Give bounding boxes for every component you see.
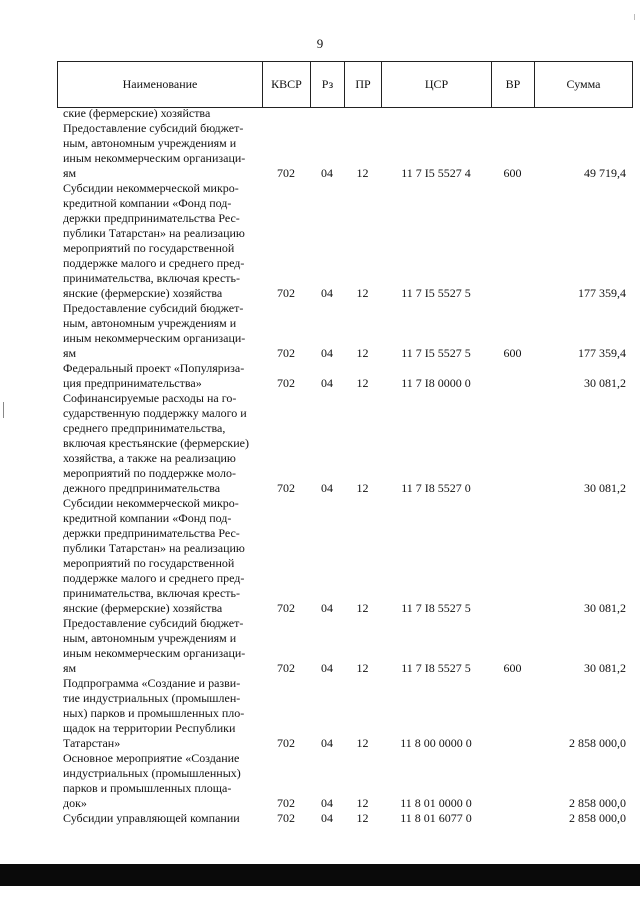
cell-csr: 11 7 I5 5527 4	[401, 166, 471, 180]
cell-name	[57, 811, 262, 826]
name-line: публики Татарстан» на реализацию	[63, 226, 245, 240]
cell-rz: 04	[321, 481, 333, 495]
name-line: иным некоммерческим организаци-	[63, 646, 246, 660]
name-line: индустриальных (промышленных)	[63, 766, 241, 780]
cell-pr: 12	[356, 661, 369, 675]
scan-artifact	[3, 402, 4, 418]
table-row	[57, 751, 632, 811]
cell-sum: 30 081,2	[584, 481, 626, 495]
cell-csr: 11 8 01 6077 0	[400, 811, 472, 825]
cell-sum: 2 858 000,0	[569, 736, 626, 750]
column-header-name: Наименование	[58, 62, 263, 108]
table-row	[57, 121, 632, 181]
cell-rz: 04	[321, 601, 333, 615]
cell-name	[57, 361, 262, 391]
cell-sum: 2 858 000,0	[569, 796, 626, 810]
table-row	[57, 301, 632, 361]
cell-csr: 11 8 00 0000 0	[400, 736, 472, 750]
column-header-csr: ЦСР	[382, 62, 492, 108]
cell-rz: 04	[321, 796, 333, 810]
name-line: ские (фермерские) хозяйства	[63, 106, 211, 120]
name-line: Софинансируемые расходы на го-	[63, 391, 237, 405]
cell-sum: 177 359,4	[578, 346, 626, 360]
cell-vr: 600	[503, 346, 522, 360]
name-line: держки предпринимательства Рес-	[63, 211, 240, 225]
cell-csr: 11 7 I8 5527 5	[401, 661, 471, 675]
cell-name	[57, 496, 262, 616]
name-line: держки предпринимательства Рес-	[63, 526, 240, 540]
cell-csr: 11 7 I8 5527 5	[401, 601, 471, 615]
cell-name	[57, 301, 262, 361]
cell-kvsr: 702	[277, 346, 295, 360]
cell-kvsr: 702	[277, 376, 295, 390]
cell-pr: 12	[356, 811, 369, 825]
cell-pr: 12	[356, 346, 369, 360]
cell-kvsr: 702	[277, 601, 295, 615]
name-line: поддержке малого и среднего пред-	[63, 571, 245, 585]
name-line: щадок на территории Республики	[63, 721, 236, 735]
column-header-vr: ВР	[492, 62, 535, 108]
name-line: публики Татарстан» на реализацию	[63, 541, 245, 555]
cell-kvsr: 702	[277, 286, 295, 300]
name-line: Предоставление субсидий бюджет-	[63, 301, 244, 315]
table-row	[57, 391, 632, 496]
cell-rz: 04	[321, 811, 333, 825]
cell-kvsr: 702	[277, 796, 295, 810]
cell-kvsr: 702	[277, 481, 295, 495]
name-line: ным, автономным учреждениям и	[63, 136, 237, 150]
column-header-pr: ПР	[345, 62, 382, 108]
table-row	[57, 181, 632, 301]
name-line: поддержке малого и среднего пред-	[63, 256, 245, 270]
cell-pr: 12	[356, 376, 369, 390]
cell-pr: 12	[356, 601, 369, 615]
name-line: мероприятий по поддержке моло-	[63, 466, 236, 480]
name-line: среднего предпринимательства,	[63, 421, 226, 435]
cell-name	[57, 106, 262, 121]
column-header-rz: Рз	[311, 62, 345, 108]
cell-vr: 600	[503, 661, 522, 675]
table-row	[57, 676, 632, 751]
cell-csr: 11 7 I8 0000 0	[401, 376, 471, 390]
name-line: Субсидии некоммерческой микро-	[63, 181, 239, 195]
table-header	[57, 61, 633, 108]
cell-kvsr: 702	[277, 166, 295, 180]
name-line: мероприятий по государственной	[63, 241, 235, 255]
cell-name	[57, 121, 262, 181]
page-number: 9	[316, 36, 324, 51]
name-line: кредитной компании «Фонд под-	[63, 196, 232, 210]
cell-sum: 49 719,4	[584, 166, 626, 180]
cell-pr: 12	[356, 736, 369, 750]
name-line: кредитной компании «Фонд под-	[63, 511, 232, 525]
name-line: ям	[63, 346, 77, 360]
cell-kvsr: 702	[277, 661, 295, 675]
name-line: ям	[63, 166, 77, 180]
name-line: принимательства, включая кресть-	[63, 271, 241, 285]
name-line: ным, автономным учреждениям и	[63, 316, 237, 330]
name-line: ция предпринимательства»	[63, 376, 202, 390]
cell-sum: 2 858 000,0	[569, 811, 626, 825]
cell-pr: 12	[356, 286, 369, 300]
name-line: ям	[63, 661, 77, 675]
cell-rz: 04	[321, 346, 333, 360]
name-line: дежного предпринимательства	[63, 481, 221, 495]
cell-sum: 30 081,2	[584, 376, 626, 390]
name-line: мероприятий по государственной	[63, 556, 235, 570]
column-header-kvsr: КВСР	[263, 62, 311, 108]
cell-pr: 12	[356, 166, 369, 180]
cell-csr: 11 7 I8 5527 0	[401, 481, 471, 495]
cell-sum: 30 081,2	[584, 601, 626, 615]
name-line: янские (фермерские) хозяйства	[63, 286, 223, 300]
cell-name	[57, 751, 262, 811]
name-line: сударственную поддержку малого и	[63, 406, 247, 420]
name-line: ных) парков и промышленных пло-	[63, 706, 245, 720]
cell-name	[57, 676, 262, 751]
name-line: иным некоммерческим организаци-	[63, 151, 246, 165]
cell-csr: 11 7 I5 5527 5	[401, 346, 471, 360]
name-line: Основное мероприятие «Создание	[63, 751, 240, 765]
cell-csr: 11 8 01 0000 0	[400, 796, 472, 810]
cell-name	[57, 181, 262, 301]
name-line: парков и промышленных площа-	[63, 781, 232, 795]
cell-sum: 177 359,4	[578, 286, 626, 300]
table-row	[57, 496, 632, 616]
cell-name	[57, 616, 262, 676]
cell-rz: 04	[321, 166, 333, 180]
name-line: Предоставление субсидий бюджет-	[63, 616, 244, 630]
name-line: Федеральный проект «Популяриза-	[63, 361, 245, 375]
cell-sum: 30 081,2	[584, 661, 626, 675]
name-line: Подпрограмма «Создание и разви-	[63, 676, 241, 690]
cell-pr: 12	[356, 481, 369, 495]
cell-pr: 12	[356, 796, 369, 810]
table-row	[57, 106, 632, 121]
scan-artifact	[634, 14, 635, 20]
table-row	[57, 616, 632, 676]
cell-vr: 600	[503, 166, 522, 180]
name-line: янские (фермерские) хозяйства	[63, 601, 223, 615]
name-line: Субсидии некоммерческой микро-	[63, 496, 239, 510]
name-line: док»	[63, 796, 87, 810]
cell-rz: 04	[321, 661, 333, 675]
cell-csr: 11 7 I5 5527 5	[401, 286, 471, 300]
cell-name	[57, 391, 262, 496]
table-row	[57, 811, 632, 826]
cell-rz: 04	[321, 286, 333, 300]
name-line: включая крестьянские (фермерские)	[63, 436, 249, 450]
cell-kvsr: 702	[277, 736, 295, 750]
name-line: хозяйства, а также на реализацию	[63, 451, 236, 465]
name-line: тие индустриальных (промышлен-	[63, 691, 241, 705]
table-row	[57, 361, 632, 391]
name-line: Субсидии управляющей компании	[63, 811, 240, 825]
column-header-sum: Сумма	[535, 62, 633, 108]
name-line: Татарстан»	[63, 736, 121, 750]
cell-kvsr: 702	[277, 811, 295, 825]
cell-rz: 04	[321, 736, 333, 750]
scan-bottom-edge	[0, 864, 640, 886]
table-body	[57, 106, 632, 826]
cell-rz: 04	[321, 376, 333, 390]
name-line: принимательства, включая кресть-	[63, 586, 241, 600]
name-line: ным, автономным учреждениям и	[63, 631, 237, 645]
name-line: Предоставление субсидий бюджет-	[63, 121, 244, 135]
name-line: иным некоммерческим организаци-	[63, 331, 246, 345]
